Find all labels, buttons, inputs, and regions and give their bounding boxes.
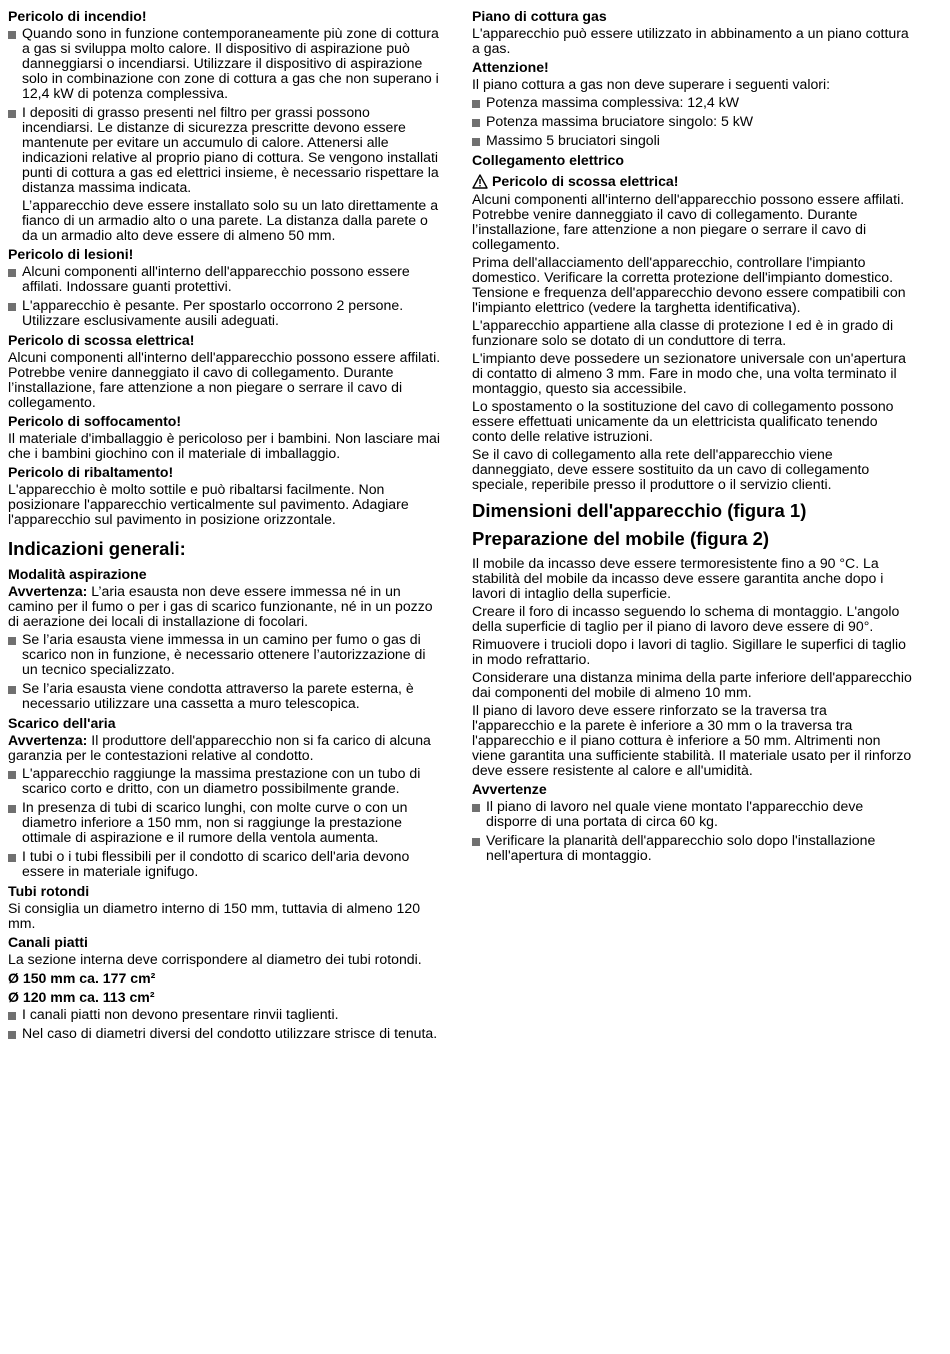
heading-injury-danger: Pericolo di lesioni!	[8, 246, 134, 262]
bullet-square-icon	[8, 637, 16, 645]
heading-warnings: Avvertenze	[472, 780, 547, 797]
list-item: Alcuni componenti all'interno dell'apparecchio possono essere affilati. Indossare guanti protettivi.	[8, 264, 444, 294]
flat-channels-list	[8, 1007, 444, 1041]
heading-gas-hob: Piano di cottura gas	[472, 8, 607, 24]
heading-flat-channels: Canali piatti	[8, 934, 88, 950]
electrical-paragraph: L'apparecchio appartiene alla classe di protezione I ed è in grado di funzionare solo se dotato di un conduttore di terra.	[472, 316, 894, 348]
preparation-paragraph: Il mobile da incasso deve essere termoresistente fino a 90 °C. La stabilità del mobile da incasso deve essere garantita anche dopo i lavori di intaglio della superficie.	[472, 554, 884, 601]
list-item: I tubi o i tubi flessibili per il condotto di scarico dell'aria devono essere in materiale ignifugo.	[8, 849, 444, 879]
bullet-square-icon	[8, 110, 16, 118]
list-item: L'apparecchio è pesante. Per spostarlo occorrono 2 persone. Utilizzare esclusivamente ausili adeguati.	[8, 298, 444, 328]
bullet-square-icon	[8, 1031, 16, 1039]
list-item: Se l’aria esausta viene condotta attraverso la parete esterna, è necessario utilizzare una cassetta a muro telescopica.	[8, 681, 444, 711]
warning-label: Avvertenza:	[8, 732, 88, 748]
bullet-square-icon	[8, 805, 16, 813]
electrical-paragraph: Se il cavo di collegamento alla rete dell'apparecchio viene danneggiato, deve essere sostituito da un cavo di collegamento speciale, reperibile presso il produttore o il servizio clienti.	[472, 445, 870, 492]
bullet-square-icon	[8, 31, 16, 39]
preparation-paragraph: Il piano di lavoro deve essere rinforzato se la traversa tra l'apparecchio e la parete è inferiore a 30 mm o la traversa tra l'apparecchio e il piano cottura è inferiore a 50 mm. Altrimenti non viene garantita una sufficiente stabilità. Il materiale usato per il rinforzo deve essere resistente al calore e all'umidità.	[472, 701, 912, 778]
spec-diameter-120: Ø 120 mm ca. 113 cm²	[8, 989, 155, 1005]
bullet-square-icon	[472, 838, 480, 846]
heading-air-exhaust: Scarico dell'aria	[8, 715, 116, 731]
warning-label: Avvertenza:	[8, 583, 88, 599]
section-title-general: Indicazioni generali:	[8, 538, 186, 559]
list-item: Massimo 5 bruciatori singoli	[472, 133, 912, 148]
gas-limits-list	[472, 95, 912, 148]
electrical-paragraph: L'impianto deve possedere un sezionatore universale con un'apertura di contatto di almeno 3 mm. Fare in modo che, una volta terminato il montaggio, questo sia accessibile.	[472, 349, 906, 396]
suffocation-text: Il materiale d'imballaggio è pericoloso per i bambini. Non lasciare mai che i bambini giochino con il materiale di imballaggio.	[8, 430, 440, 461]
list-item: L'apparecchio raggiunge la massima prestazione con un tubo di scarico corto e dritto, con un diametro possibilmente grande.	[8, 766, 444, 796]
list-item: I depositi di grasso presenti nel filtro per grassi possono incendiarsi. Le distanze di sicurezza prescritte devono essere mantenute per evitare un accumulo di calore. Attenersi alle indicazioni relative al proprio piano di cottura. Se vengono installati punti di cottura a gas ed elettrici insieme, è necessario rispettare la distanza massima indicata.	[8, 105, 444, 195]
bullet-square-icon	[472, 804, 480, 812]
warnings-list	[472, 799, 912, 863]
list-item: Potenza massima complessiva: 12,4 kW	[472, 95, 912, 110]
heading-tipping: Pericolo di ribaltamento!	[8, 464, 174, 480]
bullet-square-icon	[8, 303, 16, 311]
gas-hob-text: L'apparecchio può essere utilizzato in abbinamento a un piano cottura a gas.	[472, 25, 909, 56]
bullet-square-icon	[472, 100, 480, 108]
air-exhaust-list	[8, 766, 444, 879]
heading-electric-shock: Pericolo di scossa elettrica!	[8, 332, 195, 348]
bullet-square-icon	[472, 138, 480, 146]
air-exhaust-warning: Avvertenza: Il produttore dell'apparecchio non si fa carico di alcuna garanzia per le contestazioni relative al condotto.	[8, 732, 431, 763]
round-tubes-text: Si consiglia un diametro interno di 150 mm, tuttavia di almeno 120 mm.	[8, 900, 421, 931]
fire-danger-continuation: L’apparecchio deve essere installato solo su un lato direttamente a fianco di un armadio alto o una parete. La distanza dalla parete o da un armadio alto deve essere di almeno 50 mm.	[22, 197, 439, 243]
fire-danger-list	[8, 26, 444, 195]
electric-shock-warning-heading: Pericolo di scossa elettrica!	[472, 173, 678, 189]
heading-suffocation: Pericolo di soffocamento!	[8, 413, 182, 429]
preparation-paragraph: Considerare una distanza minima della parte inferiore dell'apparecchio dai componenti del mobile di almeno 10 mm.	[472, 668, 912, 700]
bullet-square-icon	[8, 1012, 16, 1020]
bullet-square-icon	[8, 771, 16, 779]
extraction-mode-list	[8, 632, 444, 711]
list-item: Se l’aria esausta viene immessa in un camino per fumo o gas di scarico non in funzione, è necessario ottenere l’autorizzazione di un tecnico specializzato.	[8, 632, 444, 677]
warning-triangle-icon	[472, 174, 488, 189]
flat-channels-text: La sezione interna deve corrispondere al diametro dei tubi rotondi.	[8, 951, 422, 967]
heading-electrical-connection: Collegamento elettrico	[472, 152, 624, 168]
heading-round-tubes: Tubi rotondi	[8, 883, 90, 899]
list-item: Potenza massima bruciatore singolo: 5 kW	[472, 114, 912, 129]
left-column	[8, 5, 444, 1045]
bullet-square-icon	[8, 686, 16, 694]
preparation-paragraph: Creare il foro di incasso seguendo lo schema di montaggio. L'angolo della superficie di taglio per il piano di lavoro deve essere di 90°.	[472, 602, 900, 634]
bullet-square-icon	[472, 119, 480, 127]
section-title-dimensions: Dimensioni dell'apparecchio (figura 1)	[472, 499, 807, 521]
list-item: Nel caso di diametri diversi del condotto utilizzare strisce di tenuta.	[8, 1026, 444, 1041]
heading-fire-danger: Pericolo di incendio!	[8, 8, 147, 24]
list-item: Il piano di lavoro nel quale viene montato l'apparecchio deve disporre di una portata di circa 60 kg.	[472, 799, 912, 829]
list-item: Quando sono in funzione contemporaneamente più zone di cottura a gas si sviluppa molto calore. Il dispositivo di aspirazione può danneggiarsi o incendiarsi. Utilizzare il dispositivo di aspirazione solo in combinazione con zone di cottura a gas che non superano i 12,4 kW di potenza complessiva.	[8, 26, 444, 101]
electric-shock-text: Alcuni componenti all'interno dell'apparecchio possono essere affilati. Potrebbe venire danneggiato il cavo di collegamento. Durante l’installazione, fare attenzione a non piegare o serrare il cavo di collegamento.	[8, 349, 441, 410]
electrical-paragraph: Prima dell'allacciamento dell'apparecchio, controllare l'impianto domestico. Verificare la corretta protezione dell'impianto domestico. Tensione e frequenza dell'apparecchio devono essere compatibili con l'impianto elettrico (vedere la targhetta identificativa).	[472, 253, 906, 315]
right-column	[472, 5, 912, 867]
heading-extraction-mode: Modalità aspirazione	[8, 566, 147, 582]
extraction-mode-warning: Avvertenza: L’aria esausta non deve essere immessa né in un camino per il fumo o per i gas di scarico funzionante, né in un pozzo di aerazione dei locali di installazione di focolari.	[8, 583, 433, 629]
injury-danger-list	[8, 264, 444, 328]
bullet-square-icon	[8, 269, 16, 277]
list-item: In presenza di tubi di scarico lunghi, con molte curve o con un diametro inferiore a 150 mm, non si raggiunge la prestazione ottimale di aspirazione e il rumore della ventola aumenta.	[8, 800, 444, 845]
preparation-paragraph: Rimuovere i trucioli dopo i lavori di taglio. Sigillare le superfici di taglio in modo refrattario.	[472, 635, 906, 667]
bullet-square-icon	[8, 854, 16, 862]
attention-text: Il piano cottura a gas non deve superare i seguenti valori:	[472, 76, 831, 92]
spec-diameter-150: Ø 150 mm ca. 177 cm²	[8, 970, 156, 986]
electrical-paragraph: Lo spostamento o la sostituzione del cavo di collegamento possono essere effettuati unicamente da un elettricista qualificato tenendo conto delle relative istruzioni.	[472, 397, 894, 444]
tipping-text: L'apparecchio è molto sottile e può ribaltarsi facilmente. Non posizionare l'apparecchio verticalmente sul pavimento. Adagiare l'apparecchio sul pavimento in posizione orizzontale.	[8, 481, 409, 527]
heading-attention: Attenzione!	[472, 59, 549, 75]
section-title-cabinet-preparation: Preparazione del mobile (figura 2)	[472, 527, 770, 549]
electrical-paragraph: Alcuni componenti all'interno dell'apparecchio possono essere affilati. Potrebbe venire danneggiato il cavo di collegamento. Durante l’installazione, fare attenzione a non piegare o serrare il cavo di collegamento.	[472, 190, 905, 252]
list-item: I canali piatti non devono presentare rinvii taglienti.	[8, 1007, 444, 1022]
list-item: Verificare la planarità dell'apparecchio solo dopo l'installazione nell'apertura di montaggio.	[472, 833, 912, 863]
